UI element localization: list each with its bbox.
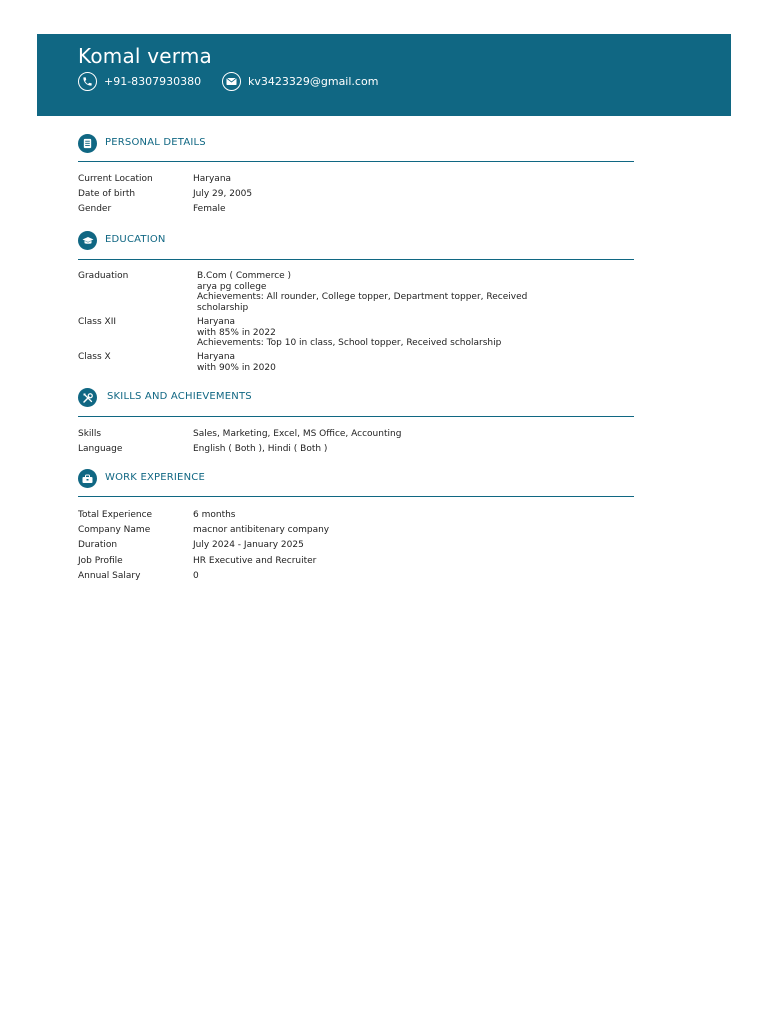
detail-label: Gender [78,204,112,214]
education-label: Class X [78,352,111,362]
work-label: Job Profile [78,556,123,566]
work-value: macnor antibitenary company [193,525,330,535]
work-value: 6 months [193,510,236,520]
email-address: kv3423329@gmail.com [248,75,379,88]
section-title-education: EDUCATION [105,234,166,245]
work-value: 0 [193,571,199,581]
briefcase-icon [78,469,97,488]
education-line: Achievements: Top 10 in class, School topper, Received scholarship [197,338,502,348]
section-title-skills: SKILLS AND ACHIEVEMENTS [107,391,252,402]
education-details [197,317,501,349]
skills-section [78,388,634,454]
work-value: HR Executive and Recruiter [193,556,317,566]
phone-icon [78,72,97,91]
section-title-work: WORK EXPERIENCE [105,472,205,483]
email-contact [222,72,378,91]
education-line: Haryana [197,352,236,362]
work-value: July 2024 - January 2025 [193,540,304,550]
envelope-icon [222,72,241,91]
tools-icon [78,388,97,407]
phone-number: +91-8307930380 [104,75,202,88]
language-value: English ( Both ), Hindi ( Both ) [193,444,328,454]
education-section [78,231,634,373]
work-label: Total Experience [78,510,153,520]
candidate-name: Komal verma [78,44,212,68]
education-line: Haryana [197,317,236,327]
work-experience-section [78,469,634,581]
detail-label: Date of birth [78,189,136,199]
education-line: with 90% in 2020 [197,362,276,373]
section-title-personal: PERSONAL DETAILS [105,137,206,148]
education-details [197,271,527,313]
education-line: scholarship [197,302,249,313]
detail-value: Haryana [193,174,232,184]
education-label: Graduation [78,271,129,281]
skills-label: Skills [78,429,102,439]
work-label: Annual Salary [78,571,141,581]
education-line: B.Com ( Commerce ) [197,271,292,281]
header-banner [37,34,731,116]
section-divider [78,416,634,417]
education-details [197,352,276,373]
education-line: arya pg college [197,281,267,292]
personal-details-section [78,134,634,214]
work-label: Company Name [78,525,151,535]
language-label: Language [78,444,123,454]
detail-value: July 29, 2005 [193,189,253,199]
phone-contact [78,72,201,91]
list-icon [78,134,97,153]
work-label: Duration [78,540,118,550]
detail-value: Female [193,204,226,214]
section-divider [78,161,634,162]
education-line: Achievements: All rounder, College topper, Department topper, Received [197,292,528,302]
graduation-cap-icon [78,231,97,250]
skills-value: Sales, Marketing, Excel, MS Office, Accounting [193,429,402,439]
section-divider [78,496,634,497]
education-label: Class XII [78,317,117,327]
detail-label: Current Location [78,174,153,184]
education-line: with 85% in 2022 [197,327,276,338]
section-divider [78,259,634,260]
